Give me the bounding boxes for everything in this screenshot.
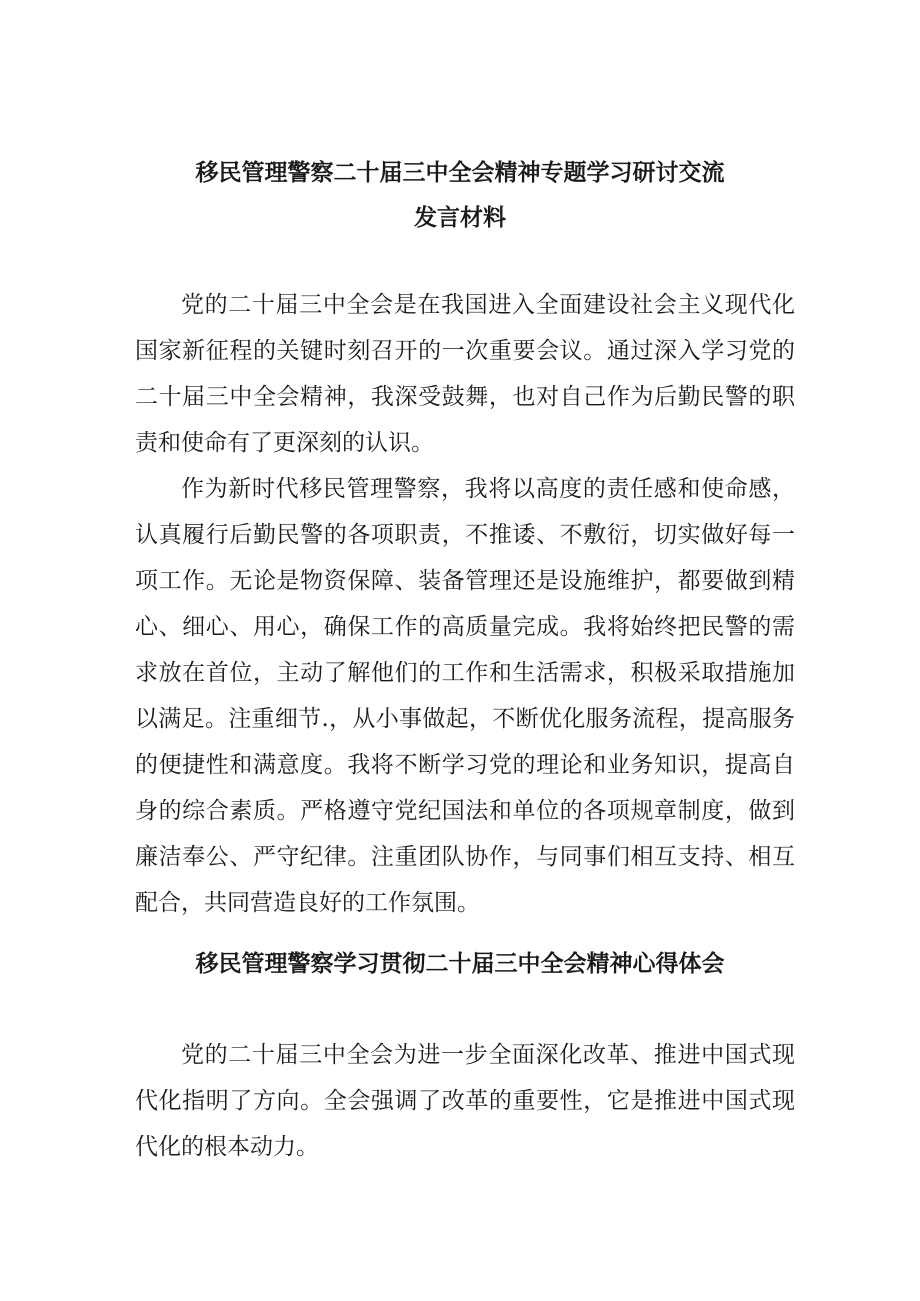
section1-title-line2: 发言材料 <box>414 204 506 231</box>
section2-title: 移民管理警察学习贯彻二十届三中全会精神心得体会 <box>195 950 725 977</box>
section2-paragraph-1: 党的二十届三中全会为进一步全面深化改革、推进中国式现代化指明了方向。全会强调了改革的重要性，它是推进中国式现代化的根本动力。 <box>135 1042 795 1160</box>
section1-paragraph-2: 作为新时代移民管理警察，我将以高度的责任感和使命感，认真履行后勤民警的各项职责，不推诿、不敷衍，切实做好每一项工作。无论是物资保障、装备管理还是设施维护，都要做到精心、细心、用心，确保工作的高质量完成。我将始终把民警的需求放在首位，主动了解他们的工作和生活需求，积极采取措施加以满足。注重细节.，从小事做起，不断优化服务流程，提高服务的便捷性和满意度。我将不断学习党的理论和业务知识，提高自身的综合素质。严格遵守党纪国法和单位的各项规章制度，做到廉洁奉公、严守纪律。注重团队协作，与同事们相互支持、相互配合，共同营造良好的工作氛围。 <box>135 476 795 916</box>
section1-title-line1: 移民管理警察二十届三中全会精神专题学习研讨交流 <box>195 159 725 186</box>
section1-paragraph-1: 党的二十届三中全会是在我国进入全面建设社会主义现代化国家新征程的关键时刻召开的一次重要会议。通过深入学习党的二十届三中全会精神，我深受鼓舞，也对自己作为后勤民警的职责和使命有了更深刻的认识。 <box>135 292 795 456</box>
